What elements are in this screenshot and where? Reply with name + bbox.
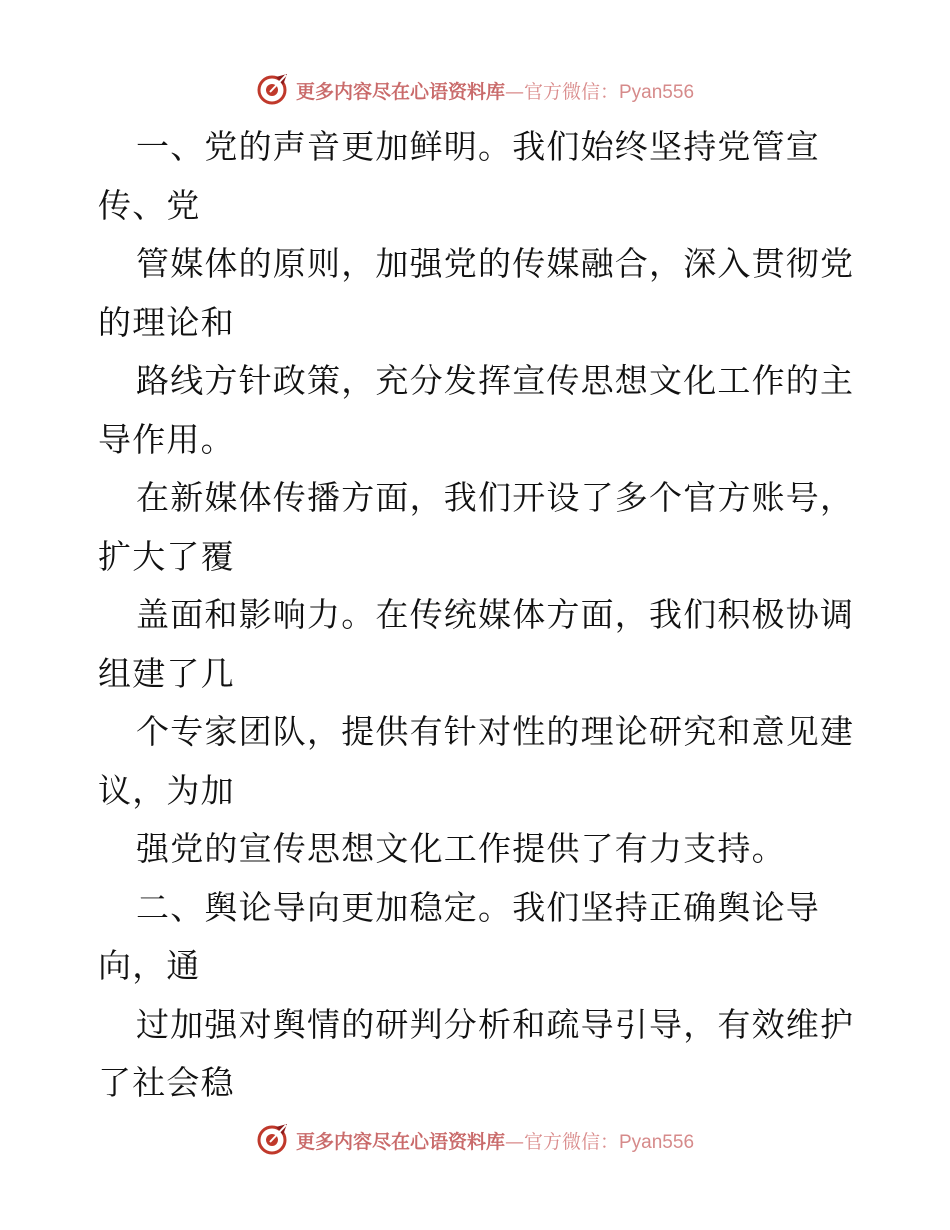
text-line: 传、党 <box>98 185 201 225</box>
text-line: 扩大了覆 <box>98 536 235 576</box>
watermark-text: 更多内容尽在心语资料库—官方微信：Pyan556 <box>295 1130 695 1153</box>
text-line: 组建了几 <box>98 653 235 693</box>
text-line: 过加强对舆情的研判分析和疏导引导，有效维护 <box>136 1004 855 1044</box>
text-line: 盖面和影响力。在传统媒体方面，我们积极协调 <box>136 595 855 634</box>
text-line: 议，为加 <box>98 770 235 810</box>
text-line: 了社会稳 <box>98 1063 235 1102</box>
text-line: 管媒体的原则，加强党的传媒融合，深入贯彻党 <box>136 244 855 283</box>
text-line: 路线方针政策，充分发挥宣传思想文化工作的主 <box>136 361 855 400</box>
text-line: 二、舆论导向更加稳定。我们坚持正确舆论导 <box>136 887 820 927</box>
text-line: 导作用。 <box>98 419 235 459</box>
pen-logo-icon <box>256 73 290 107</box>
header-watermark <box>0 70 950 110</box>
text-line: 强党的宣传思想文化工作提供了有力支持。 <box>136 829 786 868</box>
text-line: 一、党的声音更加鲜明。我们始终坚持党管宣 <box>136 127 820 166</box>
pen-logo-icon <box>256 1123 290 1157</box>
watermark-text: 更多内容尽在心语资料库—官方微信：Pyan556 <box>295 80 695 103</box>
footer-watermark <box>0 1120 950 1160</box>
text-line: 的理论和 <box>98 302 235 342</box>
text-line: 向，通 <box>98 946 201 985</box>
text-line: 个专家团队，提供有针对性的理论研究和意见建 <box>136 712 855 751</box>
text-line: 在新媒体传播方面，我们开设了多个官方账号， <box>136 478 855 517</box>
document-body <box>98 118 858 1113</box>
